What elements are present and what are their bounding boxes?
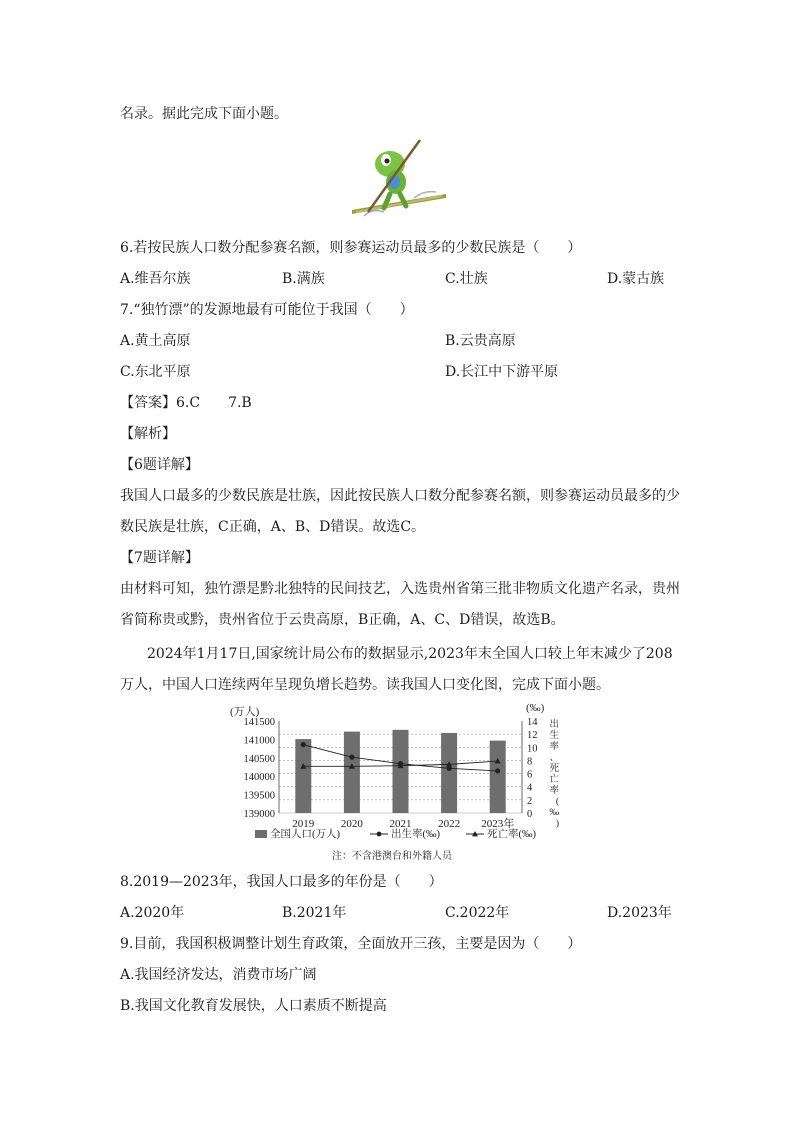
analysis-heading: 【解析】: [120, 426, 176, 442]
question-8: 8.2019—2023年，我国人口最多的年份是（ ）: [120, 874, 443, 890]
q7-option-a[interactable]: A.黄土高原: [120, 333, 191, 349]
right-axis-label-char: 死: [549, 764, 559, 774]
right-axis-label-char: ): [555, 819, 559, 829]
left-tick-label: 139000: [243, 809, 275, 820]
q8-option-c[interactable]: C.2022年: [445, 905, 510, 921]
q7-option-c[interactable]: C.东北平原: [120, 364, 191, 380]
left-tick-label: 139500: [243, 790, 275, 802]
q7-option-b[interactable]: B.云贵高原: [445, 333, 516, 349]
x-tick-label: 2019: [292, 818, 315, 830]
q6-option-d[interactable]: D.蒙古族: [607, 271, 665, 287]
question-6: 6.若按民族人口数分配参赛名额，则参赛运动员最多的少数民族是（ ）: [120, 240, 582, 256]
right-axis-label-char: (: [555, 797, 559, 807]
right-axis-label-char: 出: [549, 720, 559, 730]
birth-rate-point: [495, 768, 500, 773]
left-tick-label: 140500: [243, 753, 275, 765]
legend-swatch-population: [255, 830, 267, 838]
population-chart: [222, 701, 562, 871]
q8-option-b[interactable]: B.2021年: [282, 905, 347, 921]
q6-detail-line-1: 我国人口最多的少数民族是壮族，因此按民族人口数分配参赛名额，则参赛运动员最多的少: [120, 488, 680, 504]
intro-tail: 名录。据此完成下面小题。: [120, 106, 288, 122]
right-axis-label-char: 、: [549, 753, 559, 763]
legend-label-death: 死亡率(‰): [487, 829, 536, 840]
population-bar: [490, 741, 506, 813]
passage-line-2: 万人，中国人口连续两年呈现负增长趋势。读我国人口变化图，完成下面小题。: [120, 677, 610, 693]
q7-option-d[interactable]: D.长江中下游平原: [445, 364, 559, 380]
right-tick-label: 4: [527, 782, 533, 794]
birth-rate-point: [349, 755, 354, 760]
right-tick-label: 10: [527, 743, 538, 755]
left-tick-label: 141000: [243, 735, 275, 747]
population-bar: [295, 739, 311, 813]
q6-option-b[interactable]: B.满族: [282, 271, 325, 287]
x-tick-label: 2020: [340, 818, 363, 830]
legend-label-birth: 出生率(‰): [391, 829, 440, 840]
q6-option-a[interactable]: A.维吾尔族: [120, 271, 191, 287]
right-tick-label: 6: [527, 769, 533, 781]
q7-detail-line-2: 省简称贵或黔，贵州省位于云贵高原，B正确，A、C、D错误，故选B。: [120, 612, 565, 628]
right-axis-label-char: 率: [549, 742, 559, 752]
q9-option-b[interactable]: B.我国文化教育发展快，人口素质不断提高: [120, 998, 387, 1014]
right-tick-label: 14: [527, 717, 538, 728]
q9-option-a[interactable]: A.我国经济发达，消费市场广阔: [120, 967, 317, 983]
q7-detail-line-1: 由材料可知，独竹漂是黔北独特的民间技艺，入选贵州省第三批非物质文化遗产名录，贵州: [120, 581, 680, 597]
right-axis-label-char: 率: [549, 786, 559, 796]
mascot-image: [342, 138, 452, 222]
legend-label-population: 全国人口(万人): [270, 829, 340, 840]
q6-detail-title: 【6题详解】: [120, 457, 199, 473]
right-tick-label: 12: [527, 730, 538, 742]
q6-detail-line-2: 数民族是壮族，C正确，A、B、D错误。故选C。: [120, 519, 426, 535]
right-tick-label: 2: [527, 795, 533, 807]
right-axis-label-char: ‰: [549, 808, 559, 818]
question-7: 7.“独竹漂”的发源地最有可能位于我国（ ）: [120, 302, 414, 318]
q7-detail-title: 【7题详解】: [120, 550, 199, 566]
chart-note: 注：不含港澳台和外籍人员: [332, 851, 452, 862]
left-axis-unit: (万人): [230, 706, 260, 718]
q6-option-c[interactable]: C.壮族: [445, 271, 488, 287]
question-9: 9.目前，我国积极调整计划生育政策，全面放开三孩，主要是因为（ ）: [120, 936, 582, 952]
right-axis-label-char: 生: [549, 731, 559, 741]
legend-marker-birth: [377, 832, 382, 837]
population-bar: [393, 730, 409, 813]
birth-rate-point: [301, 742, 306, 747]
answer: 【答案】6.C 7.B: [120, 395, 252, 411]
population-bar: [344, 732, 360, 813]
right-axis-unit: (‰): [526, 702, 545, 714]
x-tick-label: 2021: [389, 818, 412, 830]
left-tick-label: 140000: [243, 772, 275, 784]
population-bar: [441, 733, 457, 813]
right-axis-label-char: 亡: [549, 775, 559, 785]
right-tick-label: 0: [527, 809, 533, 820]
q8-option-a[interactable]: A.2020年: [120, 905, 185, 921]
passage-line-1: 2024年1月17日,国家统计局公布的数据显示,2023年末全国人口较上年末减少了208: [147, 646, 673, 662]
right-tick-label: 8: [527, 756, 533, 768]
x-tick-label: 2023年: [481, 818, 515, 830]
x-tick-label: 2022: [438, 818, 461, 830]
left-tick-label: 141500: [243, 717, 275, 728]
q8-option-d[interactable]: D.2023年: [607, 905, 672, 921]
